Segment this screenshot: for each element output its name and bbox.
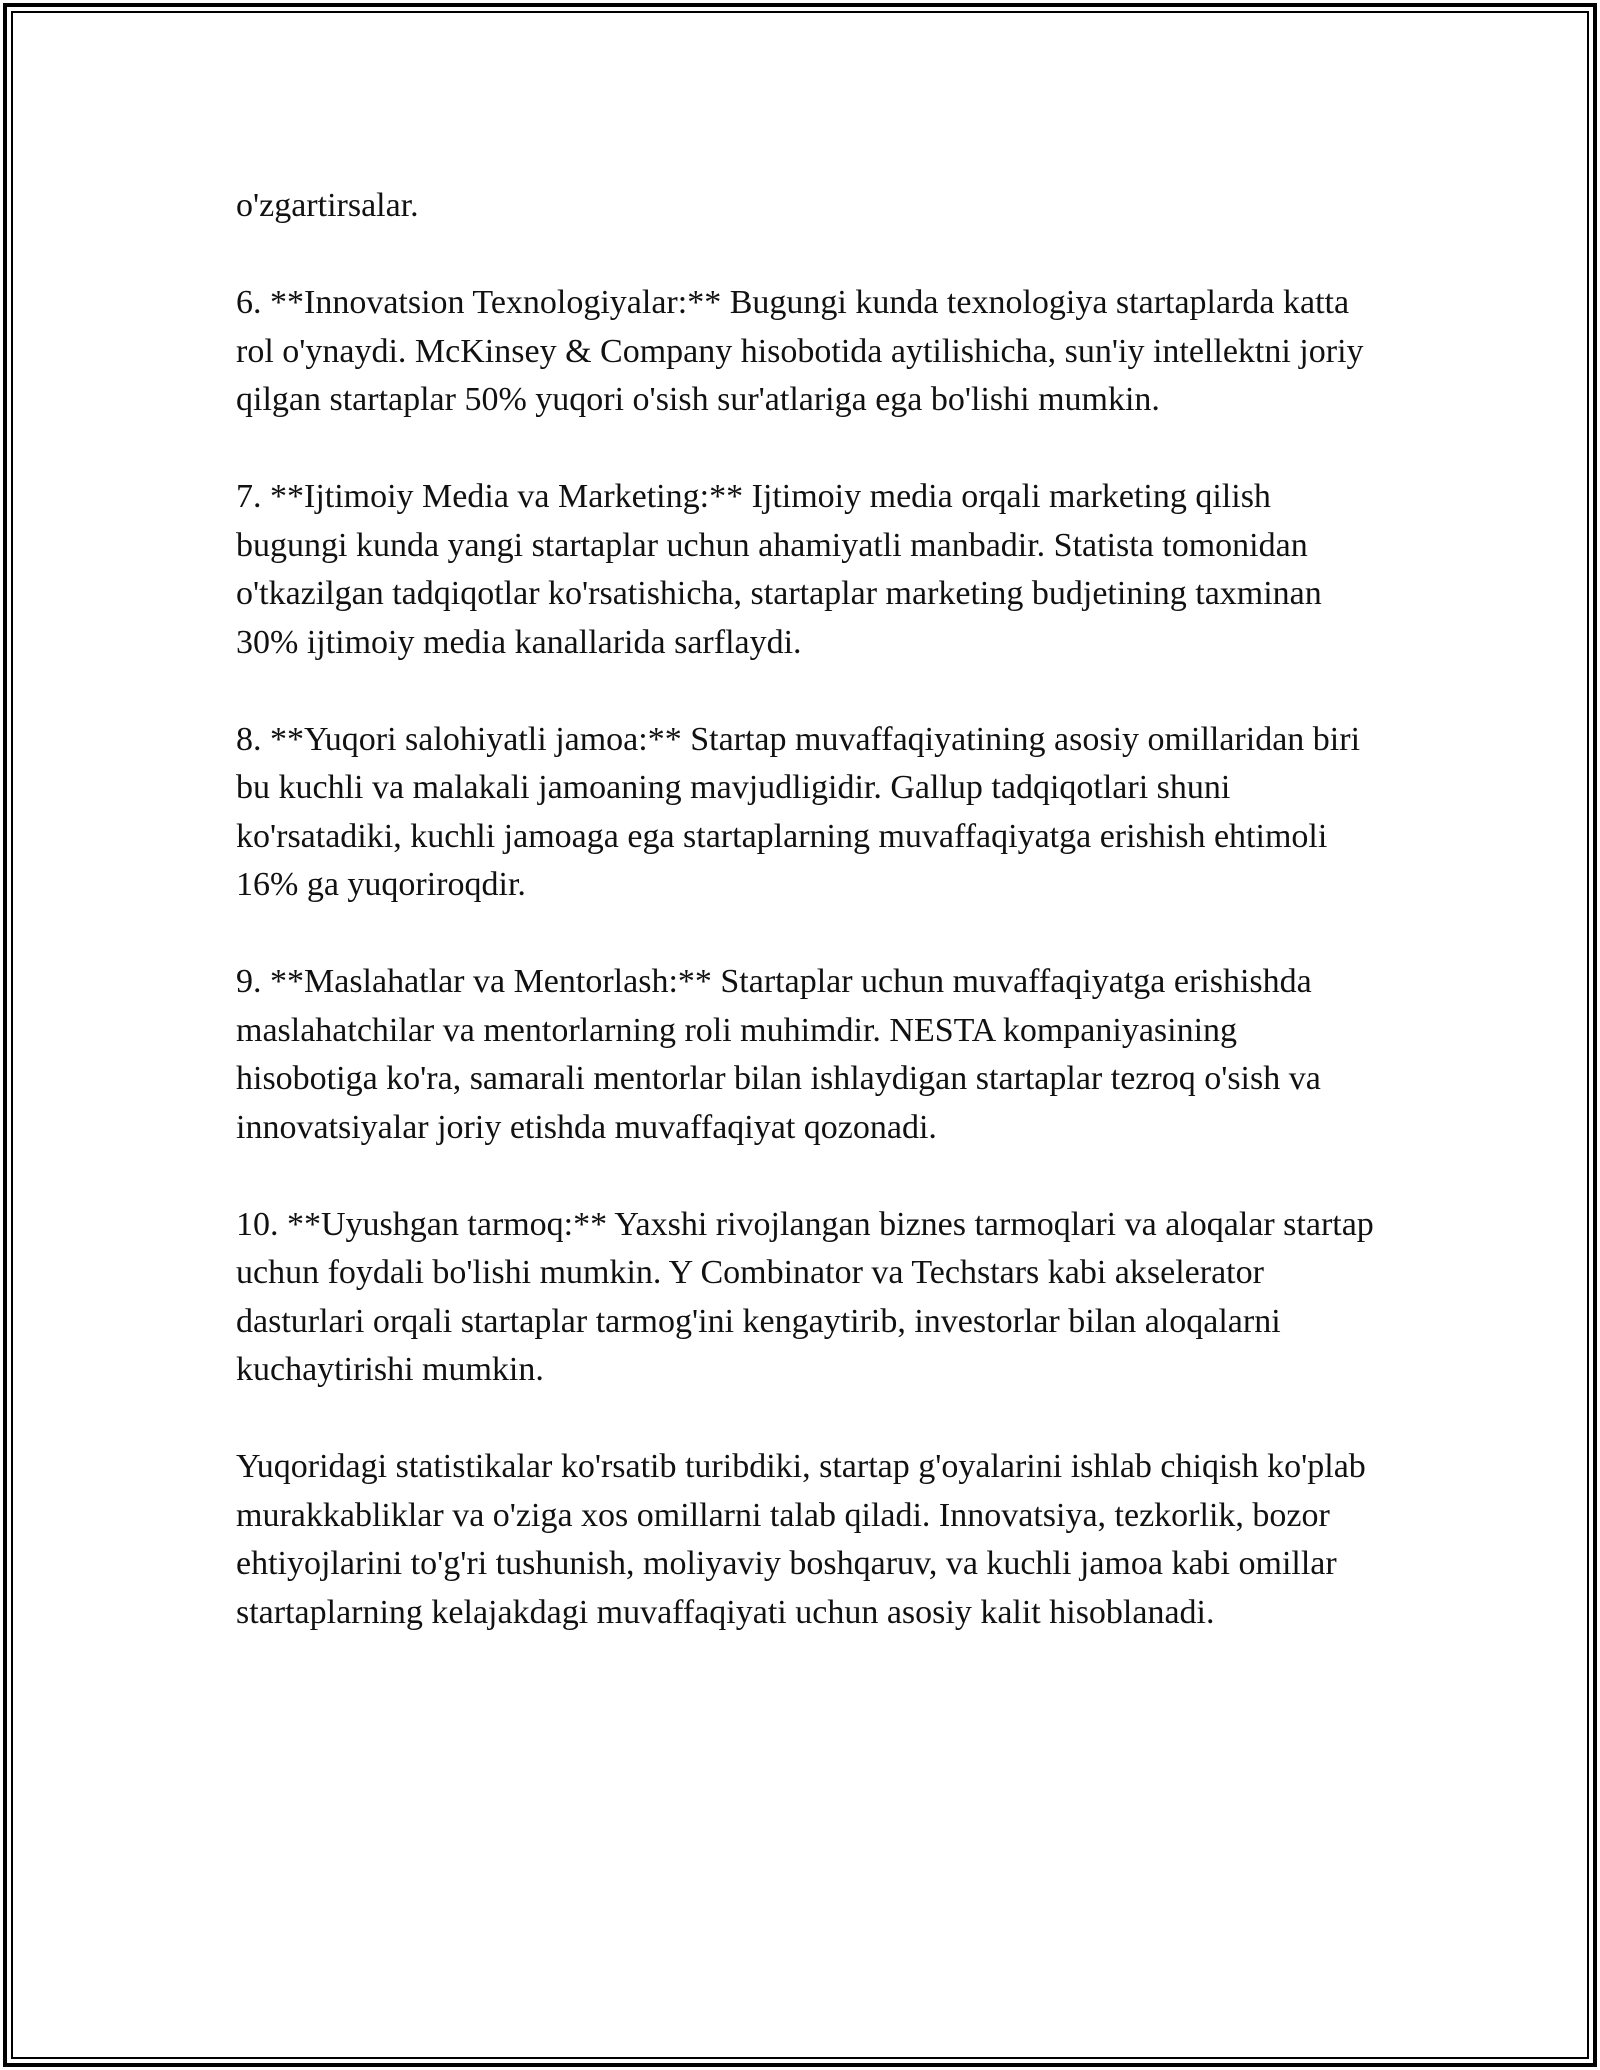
- paragraph-item-8: 8. **Yuqori salohiyatli jamoa:** Startap muvaffaqiyatining asosiy omillaridan biri bu kuchli va malakali jamoaning mavjudligidir. Gallup tadqiqotlari shuni ko'rsatadiki, kuchli jamoaga ega startaplarning muvaffaqiyatga erishish ehtimoli 16% ga yuqoriroqdir.: [236, 720, 1361, 903]
- paragraph-conclusion: Yuqoridagi statistikalar ko'rsatib turibdiki, startap g'oyalarini ishlab chiqish ko'plab murakkabliklar va o'ziga xos omillarni talab qiladi. Innovatsiya, tezkorlik, bozor ehtiyojlarini to'g'ri tushunish, moliyaviy boshqaruv, va kuchli jamoa kabi omillar startaplarning kelajakdagi muvaffaqiyati uchun asosiy kalit hisoblanadi.: [236, 1448, 1366, 1631]
- paragraph-item-9: 9. **Maslahatlar va Mentorlash:** Startaplar uchun muvaffaqiyatga erishishda maslahatchilar va mentorlarning roli muhimdir. NESTA kompaniyasining hisobotiga ko'ra, samarali mentorlar bilan ishlaydigan startaplar tezroq o'sish va innovatsiyalar joriy etishda muvaffaqiyat qozonadi.: [236, 963, 1321, 1146]
- document-body: [236, 182, 1376, 1686]
- paragraph-item-10: 10. **Uyushgan tarmoq:** Yaxshi rivojlangan biznes tarmoqlari va aloqalar startap uchun foydali bo'lishi mumkin. Y Combinator va Techstars kabi akselerator dasturlari orqali startaplar tarmog'ini kengaytirib, investorlar bilan aloqalarni kuchaytirishi mumkin.: [236, 1205, 1374, 1388]
- paragraph-item-6: 6. **Innovatsion Texnologiyalar:** Bugungi kunda texnologiya startaplarda katta rol o'ynaydi. McKinsey & Company hisobotida aytilishicha, sun'iy intellektni joriy qilgan startaplar 50% yuqori o'sish sur'atlariga ega bo'lishi mumkin.: [236, 284, 1364, 418]
- paragraph-continuation: o'zgartirsalar.: [236, 187, 419, 224]
- paragraph-item-7: 7. **Ijtimoiy Media va Marketing:** Ijtimoiy media orqali marketing qilish bugungi kunda yangi startaplar uchun ahamiyatli manbadir. Statista tomonidan o'tkazilgan tadqiqotlar ko'rsatishicha, startaplar marketing budjetining taxminan 30% ijtimoiy media kanallarida sarflaydi.: [236, 478, 1322, 661]
